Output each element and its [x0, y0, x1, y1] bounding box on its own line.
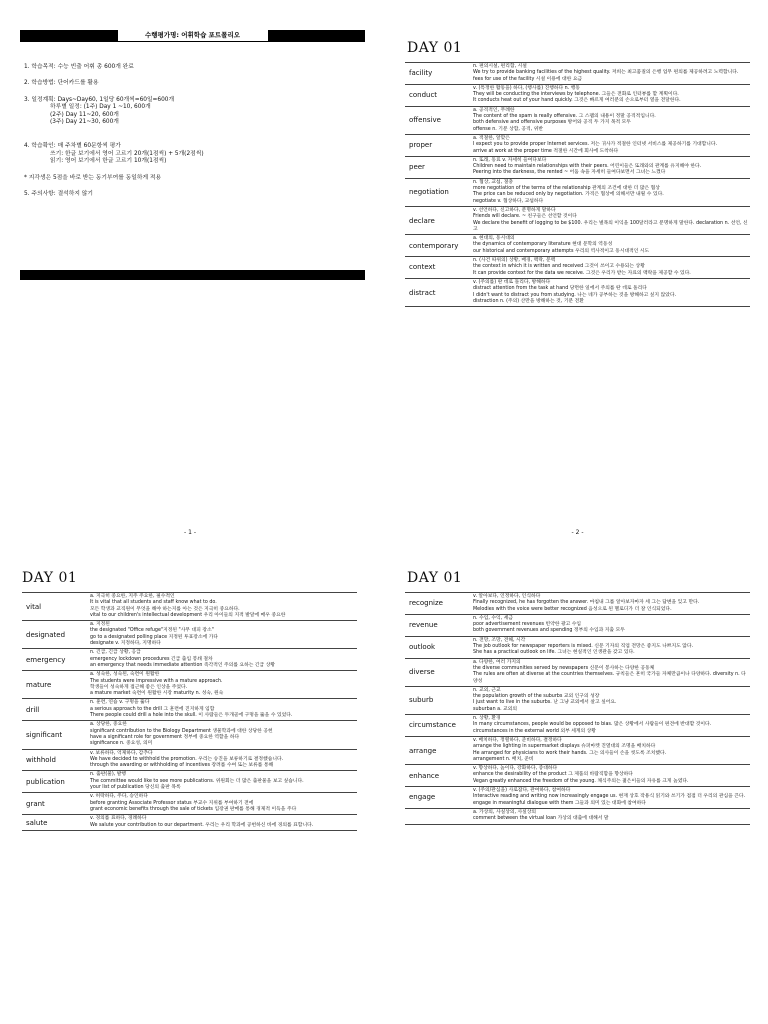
- note-item: [24, 143, 370, 165]
- definition-line: n. 훈련, 연습 v. 구멍을 뚫다: [90, 700, 150, 706]
- vocab-definition: [471, 106, 750, 134]
- vocab-word: grant: [22, 793, 88, 815]
- vocab-word: [405, 808, 471, 824]
- definition-line: They will be conducting the interviews by telephone. 그들은 전화로 인터뷰를 할 계획이다.: [473, 92, 679, 98]
- vocab-word: withhold: [22, 749, 88, 771]
- vocab-row: [22, 793, 357, 815]
- definition-line: a. 가상의, 사실상의, 사실상의: [473, 809, 537, 815]
- vocab-table: [405, 62, 750, 307]
- definition-line: have a significant role for government 정부에 중요한 역할을 하다: [90, 734, 240, 740]
- definition-line: We salute your contribution to our department. 우리는 우리 학과에 공헌하신 바에 경의를 표합니다.: [90, 822, 314, 828]
- vocab-row: [22, 593, 357, 621]
- note-item: 5. 주의사항: 결석하지 않기: [24, 191, 94, 198]
- definition-line: both government revenues and spending 정부의 수입과 지출 모두: [473, 628, 625, 634]
- vocab-word: facility: [405, 63, 471, 85]
- definition-line: distraction n. (주의) 산만을 방해하는 것, 기분 전환: [473, 298, 584, 304]
- definition-line: v. (주의/관심을) 사로잡다, 관여하다, 참여하다: [473, 788, 571, 794]
- definition-line: She has a practical outlook on life. 그녀는 현실적인 인생관을 갖고 있다.: [473, 650, 635, 656]
- definition-line: the diverse communities served by newspapers 신문이 봉사하는 다양한 공동체: [473, 665, 655, 671]
- vocab-word: offensive: [405, 106, 471, 134]
- vocab-definition: [471, 715, 750, 737]
- definition-line: vital to our children's intellectual development 우리 아이들의 지적 발달에 매우 중요한: [90, 612, 286, 618]
- vocab-definition: [88, 699, 357, 721]
- day-heading: DAY 01: [22, 570, 78, 586]
- vocab-row: [405, 156, 750, 178]
- definition-line: We declare the benefit of logging to be $100. 우리는 벌목의 이익을 100달러라고 분명하게 말한다. declaration n. 선언, 신고: [473, 220, 748, 232]
- definition-line: the context in which it is written and received 그것이 쓰이고 수용되는 상황: [473, 264, 645, 270]
- definition-line: The students were impressive with a mature approach.: [90, 678, 223, 684]
- vocab-row: [405, 787, 750, 809]
- definition-line: v. (특정한 활동을) 하다, (행사를) 진행하다 n. 행동: [473, 85, 581, 91]
- definition-line: a. 적절한, 알맞은: [473, 135, 510, 141]
- vocab-word: declare: [405, 206, 471, 234]
- definition-line: It conducts heat out of your hand quickly. 그것은 빠르게 여러분의 손으로부터 열을 전달한다.: [473, 98, 681, 104]
- vocab-word: recognize: [405, 593, 471, 615]
- page-4: [395, 560, 760, 1024]
- vocab-definition: [88, 771, 357, 793]
- note-subline: 읽기: 영어 보기에서 한글 고르기 10개(1점씩): [50, 158, 167, 165]
- divider-bar: [20, 270, 365, 280]
- definition-line: negotiate v. 협상하다, 교섭하다: [473, 198, 544, 204]
- definition-line: n. 편의시설, 편리함, 시설: [473, 64, 527, 69]
- definition-line: v. 허락하다, 주다, 승인하다: [90, 794, 148, 800]
- definition-line: suburban a. 교외의: [473, 706, 518, 712]
- vocab-row: [405, 686, 750, 714]
- vocab-definition: [471, 736, 750, 764]
- vocab-definition: [88, 649, 357, 671]
- definition-line: I didn't want to distract you from studying. 나는 네가 공부하는 것을 방해하고 싶지 않았다.: [473, 292, 677, 298]
- title-bar: [20, 30, 365, 42]
- definition-line: the designated "Office refuge"지정된 "사무 대피 장소": [90, 628, 214, 634]
- definition-line: n. 출판(물), 발행: [90, 772, 127, 778]
- definition-line: more negotiation of the terms of the relationship 관계의 조건에 대한 더 많은 협상: [473, 186, 660, 192]
- vocab-word: outlook: [405, 636, 471, 658]
- definition-line: comment between the virtual loan 가상의 대출에 대해서 말: [473, 816, 609, 822]
- definition-line: poor advertisement revenues 빈약한 광고 수입: [473, 622, 582, 628]
- note-text: 3. 일정계획: Days~Day60, 1일당 60개씩=60일=600개: [24, 96, 175, 103]
- vocab-definition: [471, 614, 750, 636]
- definition-line: the population growth of the suburbs 교외 인구의 성장: [473, 694, 600, 700]
- vocab-definition: [88, 721, 357, 749]
- page-title: 수행평가명: 어휘학습 포트폴리오: [118, 30, 268, 41]
- definition-line: Finally recognized, he has forgotten the answer. 마침내 그를 알아보자마자 세 그는 답변을 잊고 만다.: [473, 600, 700, 606]
- note-subline: (2주) Day 11~20, 600개: [50, 111, 119, 118]
- definition-line: a. 공격적인, 무례한: [473, 107, 515, 113]
- definition-line: a. 지극히 중요한, 지주 주요한, 필수적인: [90, 594, 175, 599]
- vocab-definition: [471, 686, 750, 714]
- definition-line: significance n. 중요성, 의미: [90, 741, 153, 747]
- vocab-word: contemporary: [405, 235, 471, 257]
- definition-line: n. 협상, 교섭, 절충: [473, 179, 513, 185]
- definition-line: n. (사건 따위의) 상황, 배경, 맥락, 문맥: [473, 258, 556, 264]
- definition-line: a. 상당한, 중요한: [90, 722, 127, 728]
- definition-line: n. 상황, 환경: [473, 716, 501, 722]
- definition-line: n. 교외, 근교: [473, 687, 501, 693]
- vocab-definition: [88, 621, 357, 649]
- vocab-word: engage: [405, 787, 471, 809]
- page-3: [10, 560, 370, 1024]
- definition-line: It can provide context for the data we receive. 그것은 우리가 받는 자료의 맥락을 제공할 수 있다.: [473, 270, 691, 276]
- note-subline: (3주) Day 21~30, 600개: [50, 119, 119, 126]
- vocab-word: diverse: [405, 658, 471, 686]
- definition-line: our historical and contemporary attempts 우리의 역사적이고 동시대적인 시도: [473, 248, 650, 254]
- vocab-word: drill: [22, 699, 88, 721]
- vocab-definition: [471, 658, 750, 686]
- note-item: 2. 학습방법: 단어카드를 활용: [24, 80, 99, 87]
- vocab-row: [405, 636, 750, 658]
- definition-line: a. 지정된: [90, 622, 110, 628]
- definition-line: v. 알아보다, 인정하다, 인식하다: [473, 594, 541, 599]
- vocab-word: conduct: [405, 84, 471, 106]
- vocab-word: emergency: [22, 649, 88, 671]
- definition-line: I expect you to provide proper Internet services. 저는 귀사가 적절한 인터넷 서비스를 제공하기를 기대합니다.: [473, 142, 718, 148]
- definition-line: Melodies with the voice were better recognized 음성으로 된 멜로디가 더 잘 인식되었다.: [473, 606, 672, 612]
- definition-line: a. 현대의, 동시대의: [473, 236, 515, 242]
- definition-line: n. 또래, 동료 v. 자세히 들여다보다: [473, 157, 547, 163]
- vocab-row: [22, 649, 357, 671]
- vocab-row: [405, 134, 750, 156]
- definition-line: Friends will declare. ~ 친구들은 선언할 것이다: [473, 214, 577, 220]
- vocab-definition: [88, 749, 357, 771]
- vocab-word: distract: [405, 278, 471, 306]
- vocab-word: context: [405, 257, 471, 279]
- page-number: - 2 -: [571, 529, 584, 536]
- definition-line: n. 전망, 조망, 견해, 시각: [473, 637, 526, 643]
- note-remark: * 지각생은 5점을 바로 받는 동기부여를 동일하게 적용: [24, 174, 162, 181]
- vocab-table: [405, 592, 750, 825]
- definition-line: arrive at work at the proper time 적절한 시간에 회사에 도착하다: [473, 148, 619, 154]
- vocab-definition: [471, 84, 750, 106]
- vocab-word: mature: [22, 671, 88, 699]
- definition-line: v. 경의를 표하다, 경례하다: [90, 816, 147, 822]
- definition-line: through the awarding or withholding of incentives 장려를 수여 또는 보류를 통해: [90, 763, 274, 769]
- vocab-definition: [471, 178, 750, 206]
- definition-line: v. 향상하다, 높이다, 강화하다, 증대하다: [473, 766, 558, 772]
- vocab-definition: [471, 63, 750, 85]
- vocab-row: [405, 658, 750, 686]
- vocab-word: salute: [22, 815, 88, 831]
- note-text: 4. 학습확인: 매 주차별 60문항씩 평가: [24, 143, 121, 150]
- definition-line: grant economic benefits through the sale of tickets 입장권 판매를 통해 경제적 이득을 주다: [90, 806, 297, 812]
- vocab-row: [22, 721, 357, 749]
- definition-line: I just want to live in the suburbs. 난 그냥 교외에서 살고 싶어요.: [473, 700, 617, 706]
- page-number: - 1 -: [184, 529, 196, 536]
- definition-line: go to a designated polling place 지정된 투표장소에 가다: [90, 634, 218, 640]
- vocab-word: publication: [22, 771, 88, 793]
- vocab-row: [405, 84, 750, 106]
- vocab-row: [405, 736, 750, 764]
- definition-line: arrange the lighting in supermarket displays 슈퍼마켓 진열대의 조명을 배치하다: [473, 744, 656, 750]
- vocab-definition: [471, 235, 750, 257]
- definition-line: a. 다양한, 여러 가지의: [473, 659, 521, 665]
- definition-line: 모든 학생과 교직원이 무엇을 해야 하는지를 아는 것은 지극히 중요하다.: [90, 606, 240, 612]
- definition-line: Vegan greatly enhanced the freedom of the young. 채식주의는 젊은이들의 자유를 크게 높였다.: [473, 778, 689, 784]
- vocab-definition: [88, 793, 357, 815]
- vocab-row: [405, 257, 750, 279]
- vocab-row: [405, 715, 750, 737]
- definition-line: Children need to maintain relationships with their peers. 어린이들은 또래와의 관계를 유지해야 한다.: [473, 164, 702, 170]
- definition-line: Interactive reading and writing now increasingly engage us. 현재 상호 작용식 읽기와 쓰기가 점점 더 우리의 관심을 끈다.: [473, 794, 746, 800]
- vocab-row: [22, 771, 357, 793]
- definition-line: Peering into the darkness, the rented ~ 어둠 속을 자세히 들여다보면서 그녀는 느꼈다: [473, 170, 666, 176]
- definition-line: The rules are often at diverse at the countries themselves. 규칙들은 흔히 국가들 자체만큼이나 다양하다. diversity n. 다양성: [473, 672, 746, 684]
- vocab-table: [22, 592, 357, 831]
- definition-line: distract attention from the task at hand 당면한 일에서 주의를 딴 데로 돌리다: [473, 286, 647, 292]
- definition-line: n. 수입, 수익, 세금: [473, 615, 513, 621]
- definition-line: a serious approach to the drill 그 훈련에 진지하게 임함: [90, 706, 215, 712]
- day-heading: DAY 01: [407, 40, 463, 56]
- vocab-row: [22, 749, 357, 771]
- vocab-definition: [471, 257, 750, 279]
- vocab-definition: [88, 671, 357, 699]
- definition-line: v. 보류하다, 억제하다, 감추다: [90, 750, 153, 756]
- definition-line: circumstances in the external world 외부 세계의 상황: [473, 728, 596, 734]
- vocab-definition: [471, 787, 750, 809]
- vocab-definition: [88, 815, 357, 831]
- definition-line: engage in meaningful dialogue with them 그들과 의미 있는 대화에 참여하다: [473, 800, 646, 806]
- vocab-row: [405, 765, 750, 787]
- definition-line: your list of publication 당신의 출판 목록: [90, 785, 181, 791]
- definition-line: The price can be reduced only by negotiation. 가격은 협상에 의해서만 내릴 수 있다.: [473, 192, 664, 198]
- vocab-word: revenue: [405, 614, 471, 636]
- definition-line: 학생들이 성숙하게 접근해 좋은 인상을 주었다.: [90, 684, 188, 690]
- vocab-definition: [471, 636, 750, 658]
- definition-line: There people could drill a hole into the skull. 이 사람들은 두개골에 구멍을 뚫을 수 있었다.: [90, 713, 293, 719]
- vocab-row: [22, 699, 357, 721]
- definition-line: significant contribution to the Biology Department 생물학과에 대한 상당한 공헌: [90, 728, 273, 734]
- definition-line: He arranged for physicians to work their hands. 그는 의사들이 손을 씻도록 조치했다.: [473, 750, 667, 756]
- vocab-row: [22, 671, 357, 699]
- vocab-row: [405, 278, 750, 306]
- vocab-row: [405, 206, 750, 234]
- vocab-word: arrange: [405, 736, 471, 764]
- definition-line: v. 선언하다, 신고하다, 분명하게 말하다: [473, 207, 556, 213]
- vocab-row: [22, 621, 357, 649]
- definition-line: enhance the desirability of the product 그 제품의 바람직함을 향상하다: [473, 772, 633, 778]
- note-subline: 쓰기: 한글 보기에서 영어 고르기 20개(1점씩) + 5개(2점씩): [50, 150, 204, 157]
- vocab-word: vital: [22, 593, 88, 621]
- definition-line: emergency lockdown procedures 긴급 출입 봉쇄 절차: [90, 656, 213, 662]
- vocab-definition: [471, 278, 750, 306]
- vocab-word: circumstance: [405, 715, 471, 737]
- vocab-word: enhance: [405, 765, 471, 787]
- vocab-definition: [471, 156, 750, 178]
- definition-line: fees for use of the facility 시설 이용에 대한 요금: [473, 76, 583, 82]
- vocab-definition: [88, 593, 357, 621]
- definition-line: The job outlook for newspaper reporters is mixed. 신문 기자의 직업 전망은 좋지도 나쁘지도 않다.: [473, 644, 694, 650]
- page-1: [10, 30, 370, 550]
- definition-line: v. (주의를) 딴 데로 돌리다, 방해하다: [473, 279, 551, 285]
- vocab-word: proper: [405, 134, 471, 156]
- vocab-row: [405, 614, 750, 636]
- vocab-definition: [471, 134, 750, 156]
- vocab-word: suburb: [405, 686, 471, 714]
- vocab-definition: [471, 593, 750, 615]
- definition-line: v. 배치하다, 정렬하다, 준비하다, 결정하다: [473, 737, 562, 743]
- vocab-word: significant: [22, 721, 88, 749]
- vocab-definition: [471, 808, 750, 824]
- definition-line: n. 긴급, 긴급 상황, 응급: [90, 650, 141, 656]
- page-2: [395, 30, 760, 550]
- definition-line: the dynamics of contemporary literature 현대 문학의 역동성: [473, 242, 613, 248]
- definition-line: It is vital that all students and staff know what to do.: [90, 600, 217, 606]
- definition-line: We have decided to withhold the promotion. 우리는 승진을 보류하기로 결정했습니다.: [90, 756, 284, 762]
- vocab-row: [405, 63, 750, 85]
- vocab-definition: [471, 206, 750, 234]
- note-item: 1. 학습목적: 수능 빈출 어휘 총 600개 완료: [24, 64, 134, 70]
- vocab-word: peer: [405, 156, 471, 178]
- plan-notes: [24, 64, 370, 198]
- definition-line: a. 성숙한, 성숙된, 숙련이 원활한: [90, 672, 160, 678]
- vocab-row: [405, 106, 750, 134]
- definition-line: offense n. 기분 상함, 공격, 위반: [473, 126, 543, 132]
- definition-line: designate v. 지정하다, 지명하다: [90, 641, 161, 647]
- definition-line: The committee would like to see more publications. 위원회는 더 많은 출판물을 보고 싶습니다.: [90, 778, 304, 784]
- definition-line: a mature market 숙련이 원활한 시장 maturity n. 성숙, 원숙: [90, 691, 224, 697]
- vocab-row: [22, 815, 357, 831]
- vocab-definition: [471, 765, 750, 787]
- definition-line: arrangement n. 배치, 준비: [473, 756, 534, 762]
- definition-line: We try to provide banking facilities of the highest quality. 저희는 최고품질의 은행 업무 편의를 제공하려고 노력합니다.: [473, 70, 739, 76]
- note-item: [24, 97, 370, 127]
- vocab-row: [405, 178, 750, 206]
- definition-line: before granting Associate Professor status 부교수 지위를 부여하기 전에: [90, 800, 254, 806]
- vocab-row: [405, 808, 750, 824]
- definition-line: In many circumstances, people would be opposed to bias. 많은 상황에서 사람들이 편견에 반대할 것이다.: [473, 722, 712, 728]
- definition-line: an emergency that needs immediate attention 즉각적인 주의를 요하는 긴급 상황: [90, 662, 275, 668]
- definition-line: both defensive and offensive purposes 방어와 공격 두 가지 목적 모두: [473, 120, 631, 126]
- vocab-word: negotiation: [405, 178, 471, 206]
- day-heading: DAY 01: [407, 570, 463, 586]
- vocab-word: designated: [22, 621, 88, 649]
- vocab-row: [405, 593, 750, 615]
- note-subline: 하루별 일정: (1주) Day 1 ~10, 600개: [50, 104, 151, 111]
- definition-line: The content of the spam is really offensive. 그 스팸의 내용이 정말 공격적입니다.: [473, 114, 656, 120]
- vocab-row: [405, 235, 750, 257]
